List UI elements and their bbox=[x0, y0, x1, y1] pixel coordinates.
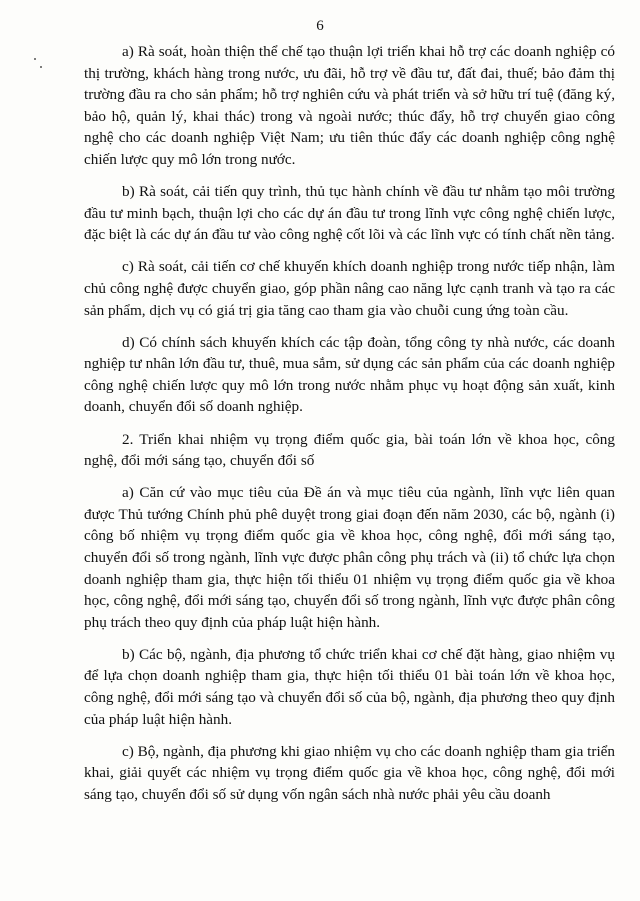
paragraph-2b-ordering: b) Các bộ, ngành, địa phương tổ chức triển khai cơ chế đặt hàng, giao nhiệm vụ để lựa chọn doanh nghiệp tham gia, thực hiện tối thiểu 01 bài toán lớn về khoa học, công nghệ, đổi mới sáng tạo và chuyển đổi số của bộ, ngành, địa phương theo quy định của pháp luật hiện hành. bbox=[84, 645, 615, 728]
document-body bbox=[84, 41, 615, 816]
paragraph-b-procedures: b) Rà soát, cải tiến quy trình, thủ tục hành chính về đầu tư nhằm tạo môi trường đầu tư minh bạch, thuận lợi cho các dự án đầu tư trong lĩnh vực công nghệ chiến lược, đặc biệt là các dự án đầu tư vào công nghệ cốt lõi và các lĩnh vực có tính chất nền tảng. bbox=[84, 183, 615, 244]
page-number: 6 bbox=[316, 18, 324, 34]
section-heading-2: 2. Triển khai nhiệm vụ trọng điểm quốc gia, bài toán lớn về khoa học, công nghệ, đổi mới sáng tạo, chuyển đổi số bbox=[84, 430, 615, 470]
paragraph-a-institutions: a) Rà soát, hoàn thiện thể chế tạo thuận lợi triển khai hỗ trợ các doanh nghiệp có thị trường, khách hàng trong nước, ưu đãi, hỗ trợ về đầu tư, đất đai, thuế; bảo đảm thị trường đầu ra cho sản phẩm; hỗ trợ nghiên cứu và phát triển và sở hữu trí tuệ (đăng ký, bảo hộ, quản lý, khai thác) trong và ngoài nước; thúc đẩy, hỗ trợ chuyển giao công nghệ cho các doanh nghiệp Việt Nam; ưu tiên thúc đẩy các doanh nghiệp công nghệ chiến lược quy mô lớn trong nước. bbox=[84, 43, 615, 168]
scan-speck bbox=[34, 58, 36, 60]
paragraph-2a-key-tasks: a) Căn cứ vào mục tiêu của Đề án và mục tiêu của ngành, lĩnh vực liên quan được Thủ tướng Chính phủ phê duyệt trong giai đoạn đến năm 2030, các bộ, ngành (i) công bố nhiệm vụ trọng điểm quốc gia về khoa học, công nghệ, đổi mới sáng tạo, chuyển đổi số trong ngành, lĩnh vực được phân công phụ trách và (ii) tổ chức lựa chọn doanh nghiệp tham gia, thực hiện tối thiểu 01 nhiệm vụ trọng điểm quốc gia về khoa học, công nghệ, đổi mới sáng tạo, chuyển đổi số trong ngành, lĩnh vực được phân công phụ trách theo quy định của pháp luật hiện hành. bbox=[84, 484, 615, 631]
paragraph-c-technology-transfer: c) Rà soát, cải tiến cơ chế khuyến khích doanh nghiệp trong nước tiếp nhận, làm chủ công nghệ được chuyển giao, góp phần nâng cao năng lực cạnh tranh và tạo ra các sản phẩm, dịch vụ có giá trị gia tăng cao tham gia vào chuỗi cung ứng toàn cầu. bbox=[84, 258, 615, 319]
paragraph-d-incentives: d) Có chính sách khuyến khích các tập đoàn, tổng công ty nhà nước, các doanh nghiệp tư nhân lớn đầu tư, thuê, mua sắm, sử dụng các sản phẩm của các doanh nghiệp công nghệ chiến lược quy mô lớn trong nước nhằm phục vụ hoạt động sản xuất, kinh doanh, chuyển đổi số doanh nghiệp. bbox=[84, 333, 615, 416]
paragraph-2c-assignment: c) Bộ, ngành, địa phương khi giao nhiệm vụ cho các doanh nghiệp tham gia triển khai, giải quyết các nhiệm vụ trọng điểm quốc gia về khoa học, công nghệ, đổi mới sáng tạo, chuyển đổi số sử dụng vốn ngân sách nhà nước phải yêu cầu doanh bbox=[84, 742, 615, 803]
scan-speck bbox=[40, 66, 42, 68]
